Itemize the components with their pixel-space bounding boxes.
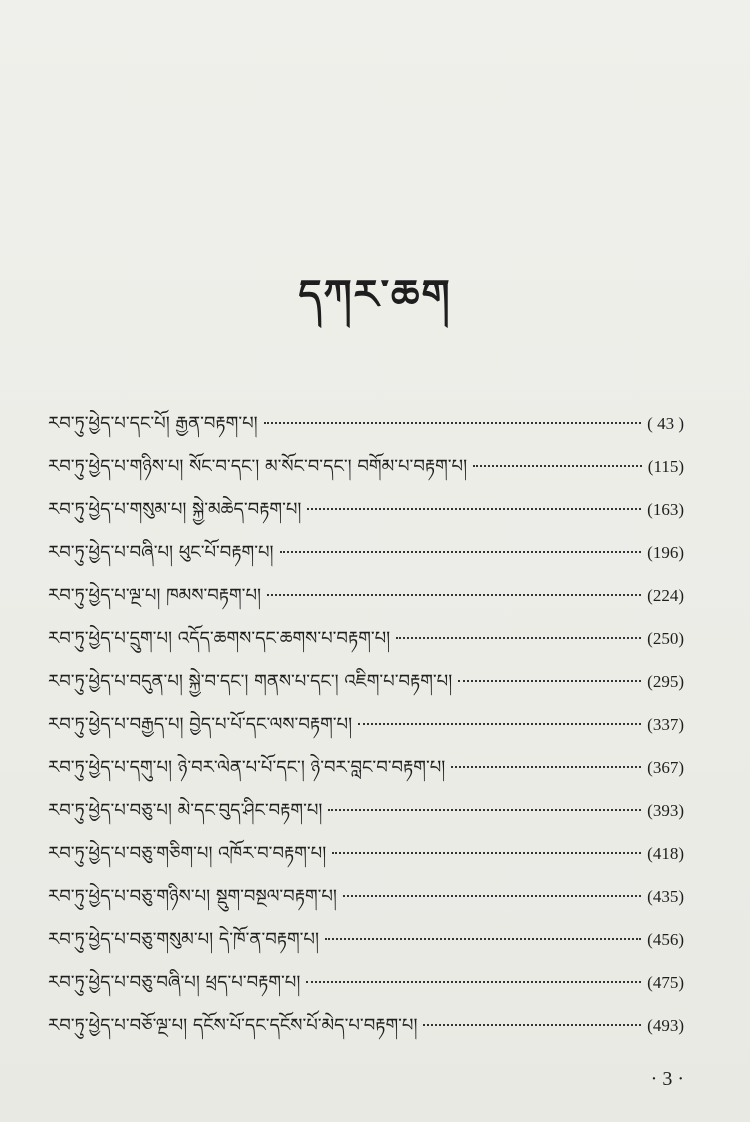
- toc-entry-title: རབ་ཏུ་ཕྱེད་པ་བཞི་པ། ཕུང་པོ་བརྟག་པ།: [48, 542, 274, 563]
- toc-entry-title: རབ་ཏུ་ཕྱེད་པ་ལྔ་པ། ཁམས་བརྟག་པ།: [48, 585, 261, 606]
- toc-entry-title: རབ་ཏུ་ཕྱེད་པ་གཉིས་པ། སོང་བ་དང་། མ་སོང་བ་དང་། བགོམ་པ་བརྟག་པ།: [48, 456, 468, 477]
- toc-entry: [48, 877, 684, 920]
- page-title: དཀར་ཆག: [298, 270, 452, 318]
- toc-entry-title: རབ་ཏུ་ཕྱེད་པ་དང་པོ། རྒྱན་བརྟག་པ།: [48, 413, 258, 434]
- toc-entry: [48, 619, 684, 662]
- dot-leader: [328, 809, 641, 811]
- toc-entry: [48, 533, 684, 576]
- toc-entry: [48, 834, 684, 877]
- toc-page-number: (115): [647, 457, 684, 476]
- toc-entry-title: རབ་ཏུ་ཕྱེད་པ་བཅུ་གཉིས་པ། སྡུག་བསྔལ་བརྟག་པ།: [48, 886, 337, 907]
- toc-entry-title: རབ་ཏུ་ཕྱེད་པ་དྲུག་པ། འདོད་ཆགས་དང་ཆགས་པ་བརྟག་པ།: [48, 628, 391, 649]
- toc-page-number: (295): [647, 672, 684, 691]
- dot-leader: [325, 938, 641, 940]
- toc-entry-title: རབ་ཏུ་ཕྱེད་པ་དགུ་པ། ཉེ་བར་ལེན་པ་པོ་དང་། ཉེ་བར་བླང་བ་བརྟག་པ།: [48, 757, 446, 778]
- toc-page-number: ( 43 ): [647, 414, 684, 433]
- toc-entry: [48, 748, 684, 791]
- toc-entry-title: རབ་ཏུ་ཕྱེད་པ་བཅུ་གཅིག་པ། འཁོར་བ་བརྟག་པ།: [48, 843, 327, 864]
- toc-page-number: (435): [647, 887, 684, 906]
- toc-page-number: (196): [647, 543, 684, 562]
- dot-leader: [358, 723, 641, 725]
- table-of-contents: [48, 404, 684, 1049]
- toc-entry-title: རབ་ཏུ་ཕྱེད་པ་བཅུ་བཞི་པ། ཕྲད་པ་བརྟག་པ།: [48, 972, 301, 993]
- toc-entry-title: རབ་ཏུ་ཕྱེད་པ་བཅོ་ལྔ་པ། དངོས་པོ་དང་དངོས་པོ་མེད་པ་བརྟག་པ།: [48, 1015, 418, 1036]
- toc-entry-title: རབ་ཏུ་ཕྱེད་པ་བདུན་པ། སྐྱེ་བ་དང་། གནས་པ་དང་། འཇིག་པ་བརྟག་པ།: [48, 671, 453, 692]
- dot-leader: [306, 981, 641, 983]
- dot-leader: [458, 680, 641, 682]
- toc-entry-title: རབ་ཏུ་ཕྱེད་པ་གསུམ་པ། སྐྱེ་མཆེད་བརྟག་པ།: [48, 499, 302, 520]
- dot-leader: [332, 852, 641, 854]
- toc-page-number: (224): [647, 586, 684, 605]
- dot-leader: [280, 551, 642, 553]
- toc-page-number: (250): [647, 629, 684, 648]
- toc-entry: [48, 576, 684, 619]
- toc-entry: [48, 920, 684, 963]
- dot-leader: [267, 594, 641, 596]
- toc-entry: [48, 1006, 684, 1049]
- toc-entry: [48, 447, 684, 490]
- toc-entry: [48, 662, 684, 705]
- dot-leader: [264, 422, 642, 424]
- toc-page-number: (475): [647, 973, 684, 992]
- toc-page-number: (393): [647, 801, 684, 820]
- toc-entry: [48, 963, 684, 1006]
- toc-entry: [48, 404, 684, 447]
- toc-entry-title: རབ་ཏུ་ཕྱེད་པ་བཅུ་པ། མེ་དང་བུད་ཤིང་བརྟག་པ།: [48, 800, 323, 821]
- toc-entry-title: རབ་ཏུ་ཕྱེད་པ་བཅུ་གསུམ་པ། དེ་ཁོ་ན་བརྟག་པ།: [48, 929, 319, 950]
- dot-leader: [343, 895, 641, 897]
- toc-page-number: (493): [647, 1016, 684, 1035]
- dot-leader: [451, 766, 641, 768]
- page-folio: · 3 ·: [650, 1068, 684, 1090]
- toc-page-number: (418): [647, 844, 684, 863]
- toc-page-number: (337): [647, 715, 684, 734]
- dot-leader: [307, 508, 641, 510]
- dot-leader: [423, 1024, 641, 1026]
- toc-entry-title: རབ་ཏུ་ཕྱེད་པ་བརྒྱད་པ། བྱེད་པ་པོ་དང་ལས་བརྟག་པ།: [48, 714, 353, 735]
- dot-leader: [473, 465, 642, 467]
- toc-page-number: (367): [647, 758, 684, 777]
- toc-page-number: (456): [647, 930, 684, 949]
- dot-leader: [396, 637, 641, 639]
- toc-page-number: (163): [647, 500, 684, 519]
